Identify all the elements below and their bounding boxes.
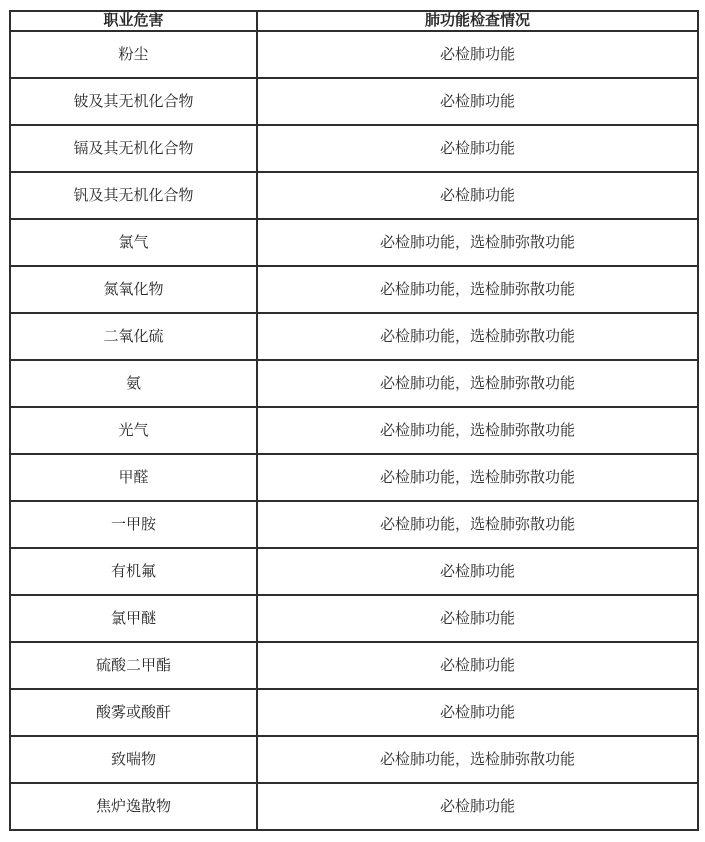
table-row xyxy=(10,736,698,783)
exam-cell: 必检肺功能，选检肺弥散功能 xyxy=(257,360,698,407)
table-header xyxy=(10,11,698,31)
header-row xyxy=(10,11,698,31)
exam-cell: 必检肺功能 xyxy=(257,783,698,830)
hazard-cell: 粉尘 xyxy=(10,31,257,78)
exam-cell: 必检肺功能 xyxy=(257,642,698,689)
exam-cell: 必检肺功能 xyxy=(257,595,698,642)
exam-cell: 必检肺功能 xyxy=(257,31,698,78)
hazard-cell: 氨 xyxy=(10,360,257,407)
exam-column-header: 肺功能检查情况 xyxy=(257,11,698,31)
exam-cell: 必检肺功能，选检肺弥散功能 xyxy=(257,266,698,313)
table-row xyxy=(10,313,698,360)
table-row xyxy=(10,266,698,313)
table-row xyxy=(10,219,698,266)
pulmonary-exam-table xyxy=(9,10,699,831)
hazard-cell: 致喘物 xyxy=(10,736,257,783)
table-row xyxy=(10,31,698,78)
exam-cell: 必检肺功能 xyxy=(257,78,698,125)
table-row xyxy=(10,548,698,595)
exam-cell: 必检肺功能，选检肺弥散功能 xyxy=(257,736,698,783)
hazard-cell: 钒及其无机化合物 xyxy=(10,172,257,219)
exam-cell: 必检肺功能 xyxy=(257,172,698,219)
table-row xyxy=(10,783,698,830)
hazard-cell: 焦炉逸散物 xyxy=(10,783,257,830)
table-body xyxy=(10,31,698,830)
hazard-cell: 有机氟 xyxy=(10,548,257,595)
table-row xyxy=(10,360,698,407)
hazard-cell: 甲醛 xyxy=(10,454,257,501)
table-row xyxy=(10,125,698,172)
table-row xyxy=(10,501,698,548)
table-row xyxy=(10,407,698,454)
table-row xyxy=(10,642,698,689)
hazard-column-header: 职业危害 xyxy=(10,11,257,31)
hazard-cell: 铍及其无机化合物 xyxy=(10,78,257,125)
table-row xyxy=(10,454,698,501)
exam-cell: 必检肺功能，选检肺弥散功能 xyxy=(257,501,698,548)
hazard-cell: 氮氧化物 xyxy=(10,266,257,313)
exam-cell: 必检肺功能 xyxy=(257,548,698,595)
hazard-cell: 氯气 xyxy=(10,219,257,266)
exam-cell: 必检肺功能，选检肺弥散功能 xyxy=(257,454,698,501)
table-row xyxy=(10,78,698,125)
table-row xyxy=(10,689,698,736)
hazard-cell: 酸雾或酸酐 xyxy=(10,689,257,736)
hazard-cell: 硫酸二甲酯 xyxy=(10,642,257,689)
exam-cell: 必检肺功能，选检肺弥散功能 xyxy=(257,407,698,454)
hazard-cell: 氯甲醚 xyxy=(10,595,257,642)
exam-cell: 必检肺功能，选检肺弥散功能 xyxy=(257,313,698,360)
exam-cell: 必检肺功能，选检肺弥散功能 xyxy=(257,219,698,266)
hazard-cell: 二氧化硫 xyxy=(10,313,257,360)
exam-cell: 必检肺功能 xyxy=(257,689,698,736)
table-row xyxy=(10,172,698,219)
table-row xyxy=(10,595,698,642)
hazard-cell: 镉及其无机化合物 xyxy=(10,125,257,172)
exam-cell: 必检肺功能 xyxy=(257,125,698,172)
hazard-cell: 一甲胺 xyxy=(10,501,257,548)
hazard-cell: 光气 xyxy=(10,407,257,454)
